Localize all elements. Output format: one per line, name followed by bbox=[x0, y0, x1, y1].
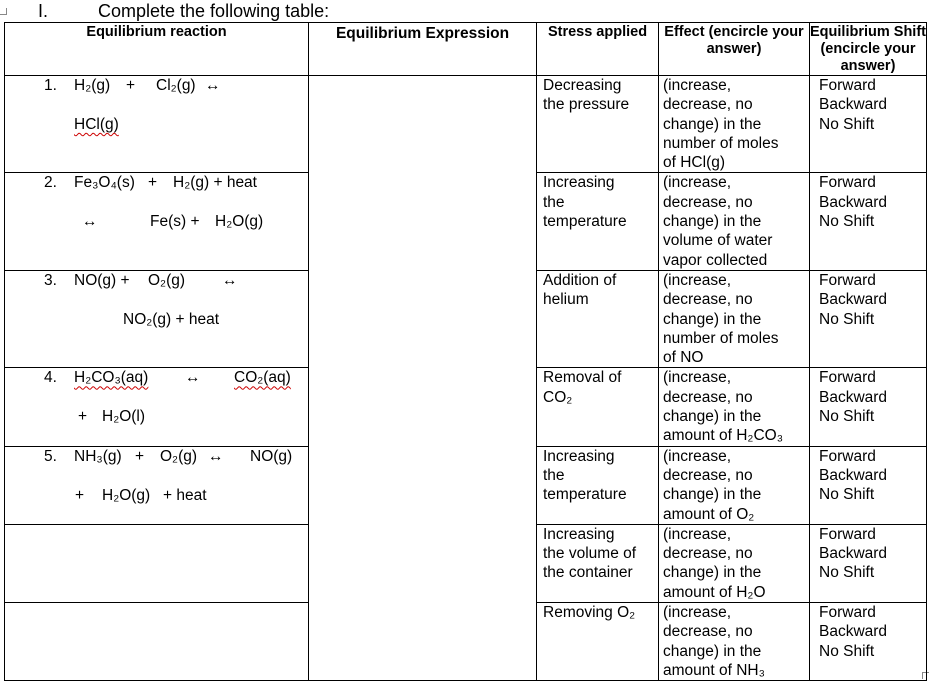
reaction-number: 2. bbox=[44, 174, 57, 192]
shift-option-forward[interactable]: Forward bbox=[819, 525, 876, 543]
shift-option-no-shift[interactable]: No Shift bbox=[819, 310, 875, 328]
stress-cell bbox=[537, 524, 659, 602]
shift-cell bbox=[810, 524, 927, 602]
shift-cell bbox=[810, 446, 927, 524]
shift-cell bbox=[810, 173, 927, 270]
reaction-cell bbox=[5, 368, 309, 446]
effect-line: number of moles bbox=[663, 134, 779, 152]
stress-line: temperature bbox=[543, 213, 627, 231]
stress-line: Decreasing bbox=[543, 77, 622, 94]
shift-cell bbox=[810, 603, 927, 681]
effect-line: amount of O₂ bbox=[663, 505, 755, 523]
header-effect: Effect (encircle your answer) bbox=[659, 23, 810, 76]
effect-option[interactable]: decrease, no bbox=[663, 96, 753, 114]
effect-line: change) in the bbox=[663, 486, 762, 504]
effect-option[interactable]: (increase, bbox=[663, 525, 732, 543]
stress-line: temperature bbox=[543, 486, 627, 504]
effect-cell bbox=[659, 368, 810, 446]
reaction-cell bbox=[5, 76, 309, 173]
effect-option[interactable]: decrease, no bbox=[663, 466, 753, 484]
reactant: Fe₃O₄(s) bbox=[74, 174, 135, 192]
effect-line: change) in the bbox=[663, 642, 762, 660]
reaction-cell bbox=[5, 446, 309, 524]
stress-line: Increasing bbox=[543, 525, 615, 543]
plus-sign: + bbox=[78, 408, 88, 426]
reaction-cell bbox=[5, 270, 309, 367]
effect-cell bbox=[659, 270, 810, 367]
reactant: O₂(g) bbox=[148, 271, 186, 289]
effect-cell bbox=[659, 173, 810, 270]
shift-option-forward[interactable]: Forward bbox=[819, 604, 876, 622]
effect-line: vapor collected bbox=[663, 251, 768, 269]
reaction-cell bbox=[5, 603, 309, 681]
effect-line: change) in the bbox=[663, 115, 762, 133]
stress-line: the container bbox=[543, 564, 633, 582]
stress-line: the volume of bbox=[543, 545, 637, 563]
expression-cell[interactable] bbox=[309, 76, 537, 681]
effect-option[interactable]: (increase, bbox=[663, 369, 732, 387]
product: HCl(g) bbox=[74, 116, 119, 133]
table-header-row bbox=[5, 23, 927, 76]
stress-line: the pressure bbox=[543, 96, 630, 114]
reaction-number: 5. bbox=[44, 447, 57, 465]
effect-line: change) in the bbox=[663, 213, 762, 231]
shift-option-no-shift[interactable]: No Shift bbox=[819, 213, 875, 231]
section-title: Complete the following table: bbox=[98, 1, 330, 21]
shift-option-forward[interactable]: Forward bbox=[819, 369, 876, 387]
plus-sign: + bbox=[135, 447, 145, 465]
plus-sign: + bbox=[75, 486, 85, 504]
reactant: NH₃(g) bbox=[74, 447, 122, 465]
reaction-cell bbox=[5, 524, 309, 602]
stress-cell bbox=[537, 173, 659, 270]
header-stress: Stress applied bbox=[537, 23, 659, 76]
stress-line: CO₂ bbox=[543, 388, 573, 406]
effect-line: number of moles bbox=[663, 329, 779, 347]
shift-cell bbox=[810, 368, 927, 446]
shift-option-backward[interactable]: Backward bbox=[819, 193, 888, 211]
effect-option[interactable]: decrease, no bbox=[663, 193, 753, 211]
shift-option-no-shift[interactable]: No Shift bbox=[819, 564, 875, 582]
reaction-number: 1. bbox=[44, 77, 57, 94]
effect-cell bbox=[659, 524, 810, 602]
header-reaction: Equilibrium reaction bbox=[5, 23, 309, 76]
effect-option[interactable]: (increase, bbox=[663, 447, 732, 465]
section-number: I. bbox=[38, 1, 49, 21]
effect-line: change) in the bbox=[663, 310, 762, 328]
reaction-cell bbox=[5, 173, 309, 270]
plus-sign: + bbox=[126, 77, 136, 94]
reactant: H₂(g) + heat bbox=[173, 174, 257, 192]
shift-option-backward[interactable]: Backward bbox=[819, 623, 888, 641]
product: H₂O(l) bbox=[102, 408, 146, 426]
effect-cell bbox=[659, 76, 810, 173]
effect-line: change) in the bbox=[663, 408, 762, 426]
equilibrium-arrow: ↔ bbox=[208, 447, 224, 465]
header-shift: Equilibrium Shift (encircle your answer) bbox=[810, 24, 926, 74]
heat-term: + heat bbox=[163, 486, 207, 504]
effect-line: of HCl(g) bbox=[663, 154, 726, 172]
equilibrium-arrow: ↔ bbox=[82, 213, 98, 231]
effect-cell bbox=[659, 446, 810, 524]
effect-option[interactable]: decrease, no bbox=[663, 545, 753, 563]
effect-option[interactable]: decrease, no bbox=[663, 291, 753, 309]
product: NO₂(g) + heat bbox=[123, 310, 220, 328]
stress-line: Removing O₂ bbox=[543, 604, 636, 622]
effect-line: change) in the bbox=[663, 564, 762, 582]
reactant: O₂(g) bbox=[160, 447, 198, 465]
shift-option-no-shift[interactable]: No Shift bbox=[819, 115, 875, 133]
reactant: NO(g) + bbox=[74, 271, 130, 289]
stress-line: Addition of bbox=[543, 271, 617, 289]
shift-option-backward[interactable]: Backward bbox=[819, 545, 888, 563]
shift-option-forward[interactable]: Forward bbox=[819, 271, 876, 289]
product: Fe(s) + bbox=[150, 213, 200, 231]
stress-cell bbox=[537, 368, 659, 446]
shift-option-forward[interactable]: Forward bbox=[819, 174, 876, 192]
effect-option[interactable]: (increase, bbox=[663, 271, 732, 289]
header-expression: Equilibrium Expression bbox=[309, 23, 537, 76]
equilibrium-arrow: ↔ bbox=[185, 369, 201, 387]
reactant: Cl₂(g) bbox=[156, 77, 196, 94]
reaction-number: 3. bbox=[44, 271, 57, 289]
effect-line: of NO bbox=[663, 349, 704, 367]
plus-sign: + bbox=[148, 174, 158, 192]
shift-option-backward[interactable]: Backward bbox=[819, 291, 888, 309]
stress-line: helium bbox=[543, 291, 589, 309]
effect-line: amount of H₂O bbox=[663, 583, 766, 601]
stress-line: the bbox=[543, 466, 565, 484]
reactant: H₂(g) bbox=[74, 77, 111, 94]
effect-cell bbox=[659, 603, 810, 681]
shift-option-no-shift[interactable]: No Shift bbox=[819, 486, 875, 504]
reaction-number: 4. bbox=[44, 369, 57, 387]
shift-option-backward[interactable]: Backward bbox=[819, 466, 888, 484]
shift-option-forward[interactable]: Forward bbox=[819, 77, 876, 94]
section-heading bbox=[0, 0, 942, 22]
reactant: H₂CO₃(aq) bbox=[74, 369, 149, 387]
effect-option[interactable]: decrease, no bbox=[663, 388, 753, 406]
shift-option-no-shift[interactable]: No Shift bbox=[819, 408, 875, 426]
effect-option[interactable]: (increase, bbox=[663, 174, 732, 192]
stress-line: Increasing bbox=[543, 447, 615, 465]
stress-cell bbox=[537, 603, 659, 681]
stress-cell bbox=[537, 446, 659, 524]
equilibrium-table bbox=[4, 22, 927, 681]
product: H₂O(g) bbox=[215, 213, 264, 231]
effect-line: volume of water bbox=[663, 232, 773, 250]
shift-option-backward[interactable]: Backward bbox=[819, 96, 888, 114]
effect-line: amount of NH₃ bbox=[663, 661, 765, 679]
stress-line: Removal of bbox=[543, 369, 622, 387]
shift-option-backward[interactable]: Backward bbox=[819, 388, 888, 406]
stress-cell bbox=[537, 270, 659, 367]
effect-option[interactable]: (increase, bbox=[663, 604, 732, 622]
shift-cell bbox=[810, 270, 927, 367]
effect-option[interactable]: (increase, bbox=[663, 77, 732, 94]
table-row bbox=[5, 76, 927, 173]
product: NO(g) bbox=[250, 447, 293, 465]
product: H₂O(g) bbox=[102, 486, 151, 504]
shift-option-no-shift[interactable]: No Shift bbox=[819, 642, 875, 660]
equilibrium-arrow: ↔ bbox=[205, 77, 221, 94]
stress-line: the bbox=[543, 193, 565, 211]
effect-line: amount of H₂CO₃ bbox=[663, 427, 784, 445]
shift-cell bbox=[810, 76, 927, 173]
stress-line: Increasing bbox=[543, 174, 615, 192]
shift-option-forward[interactable]: Forward bbox=[819, 447, 876, 465]
equilibrium-arrow: ↔ bbox=[222, 271, 238, 289]
effect-option[interactable]: decrease, no bbox=[663, 623, 753, 641]
product: CO₂(aq) bbox=[234, 369, 291, 387]
stress-cell bbox=[537, 76, 659, 173]
